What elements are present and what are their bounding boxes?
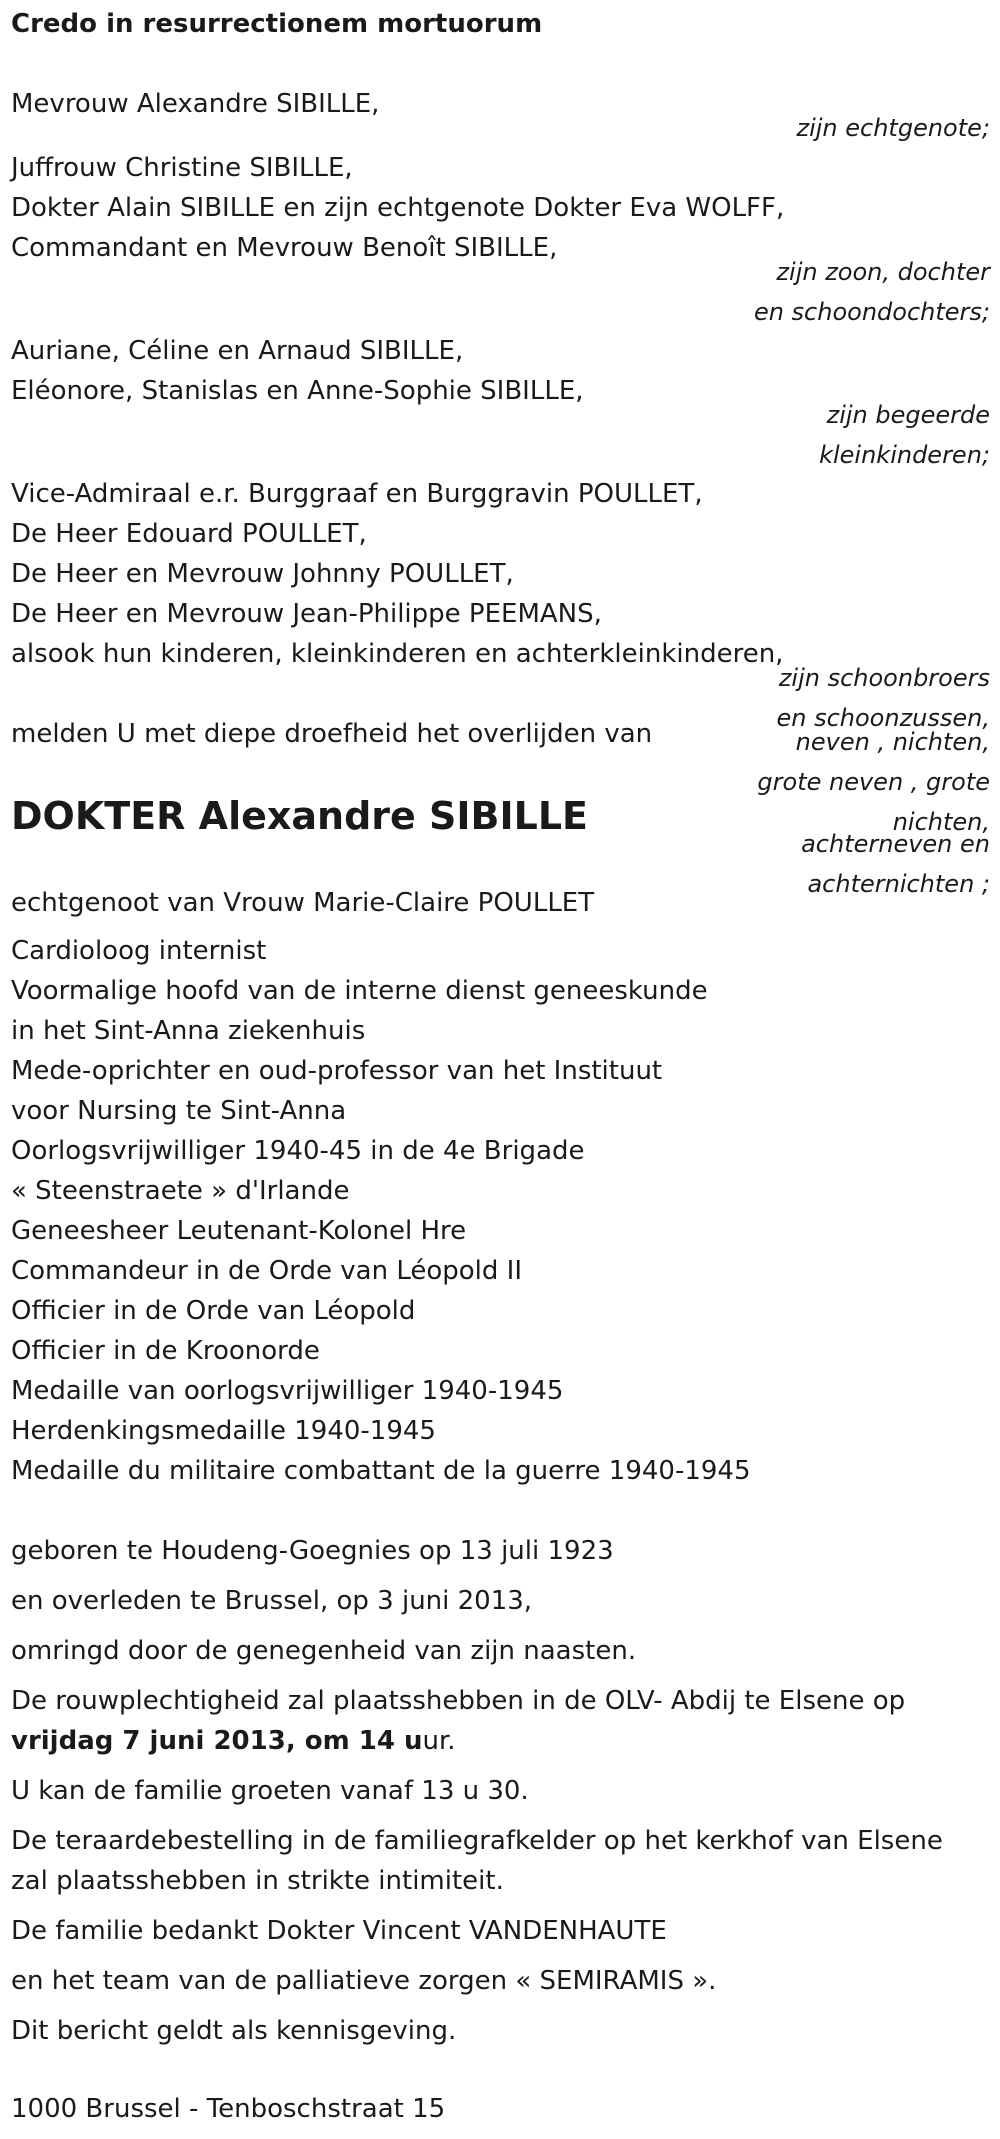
born-line: geboren te Houdeng-Goegnies op 13 juli 1923	[11, 1536, 614, 1566]
child-line: Juffrouw Christine SIBILLE,	[11, 153, 353, 183]
spouse-role: zijn echtgenote;	[796, 114, 990, 142]
ceremony-date: vrijdag 7 juni 2013, om 14 u	[11, 1726, 423, 1756]
inlaws-role-line: grote neven , grote	[757, 768, 990, 796]
ceremony-date-suffix: ur.	[422, 1726, 456, 1756]
child-line: Commandant en Mevrouw Benoît SIBILLE,	[11, 233, 558, 263]
grandchild-line: Auriane, Céline en Arnaud SIBILLE,	[11, 336, 464, 366]
grandchildren-role-line: kleinkinderen;	[819, 441, 990, 469]
thanks-line: De familie bedankt Dokter Vincent VANDENHAUTE	[11, 1916, 667, 1946]
title-line: Officier in de Kroonorde	[11, 1336, 320, 1366]
announcement: melden U met diepe droefheid het overlijden van	[11, 719, 653, 749]
ceremony-line: De rouwplechtigheid zal plaatsshebben in de OLV- Abdij te Elsene op	[11, 1686, 906, 1716]
inlaws-role-line: achternichten ;	[807, 870, 990, 898]
address-line: 1000 Brussel - Tenboschstraat 15	[11, 2094, 446, 2124]
children-role-line: en schoondochters;	[753, 298, 990, 326]
inlaw-line: De Heer Edouard POULLET,	[11, 519, 367, 549]
thanks-line: en het team van de palliatieve zorgen « SEMIRAMIS ».	[11, 1966, 717, 1996]
notice-line: Dit bericht geldt als kennisgeving.	[11, 2016, 457, 2046]
title-line: Voormalige hoofd van de interne dienst geneeskunde	[11, 976, 708, 1006]
title-line: Officier in de Orde van Léopold	[11, 1296, 416, 1326]
title-line: Medaille du militaire combattant de la guerre 1940-1945	[11, 1456, 751, 1486]
title-line: Mede-oprichter en oud-professor van het Instituut	[11, 1056, 663, 1086]
grandchild-line: Eléonore, Stanislas en Anne-Sophie SIBILLE,	[11, 376, 584, 406]
title-line: Herdenkingsmedaille 1940-1945	[11, 1416, 436, 1446]
title-line: « Steenstraete » d'Irlande	[11, 1176, 350, 1206]
surrounded-line: omringd door de genegenheid van zijn naasten.	[11, 1636, 637, 1666]
ceremony-date-line	[11, 1725, 456, 1757]
motto: Credo in resurrectionem mortuorum	[11, 9, 543, 39]
title-line: voor Nursing te Sint-Anna	[11, 1096, 347, 1126]
inlaw-line: alsook hun kinderen, kleinkinderen en achterkleinkinderen,	[11, 639, 784, 669]
burial-line: De teraardebestelling in de familiegrafkelder op het kerkhof van Elsene	[11, 1826, 943, 1856]
child-line: Dokter Alain SIBILLE en zijn echtgenote Dokter Eva WOLFF,	[11, 193, 785, 223]
spouse-line: Mevrouw Alexandre SIBILLE,	[11, 89, 380, 119]
greeting-line: U kan de familie groeten vanaf 13 u 30.	[11, 1776, 529, 1806]
inlaws-role-line: en schoonzussen,	[776, 704, 990, 732]
deceased-spouse-of: echtgenoot van Vrouw Marie-Claire POULLET	[11, 888, 595, 918]
deceased-name: DOKTER Alexandre SIBILLE	[11, 794, 589, 838]
children-role-line: zijn zoon, dochter	[776, 258, 990, 286]
title-line: Cardioloog internist	[11, 936, 267, 966]
inlaws-role-line: zijn schoonbroers	[778, 664, 990, 692]
inlaws-role-line: neven , nichten,	[795, 728, 990, 756]
title-line: Oorlogsvrijwilliger 1940-45 in de 4e Brigade	[11, 1136, 585, 1166]
inlaws-role-line: achterneven en	[801, 830, 990, 858]
title-line: Geneesheer Leutenant-Kolonel Hre	[11, 1216, 467, 1246]
inlaw-line: De Heer en Mevrouw Jean-Philippe PEEMANS,	[11, 599, 602, 629]
inlaw-line: Vice-Admiraal e.r. Burggraaf en Burggravin POULLET,	[11, 479, 703, 509]
grandchildren-role-line: zijn begeerde	[826, 401, 990, 429]
inlaws-role-line: nichten,	[892, 808, 990, 836]
title-line: in het Sint-Anna ziekenhuis	[11, 1016, 366, 1046]
title-line: Medaille van oorlogsvrijwilliger 1940-1945	[11, 1376, 564, 1406]
died-line: en overleden te Brussel, op 3 juni 2013,	[11, 1586, 533, 1616]
burial-line: zal plaatsshebben in strikte intimiteit.	[11, 1866, 504, 1896]
inlaw-line: De Heer en Mevrouw Johnny POULLET,	[11, 559, 514, 589]
title-line: Commandeur in de Orde van Léopold II	[11, 1256, 522, 1286]
